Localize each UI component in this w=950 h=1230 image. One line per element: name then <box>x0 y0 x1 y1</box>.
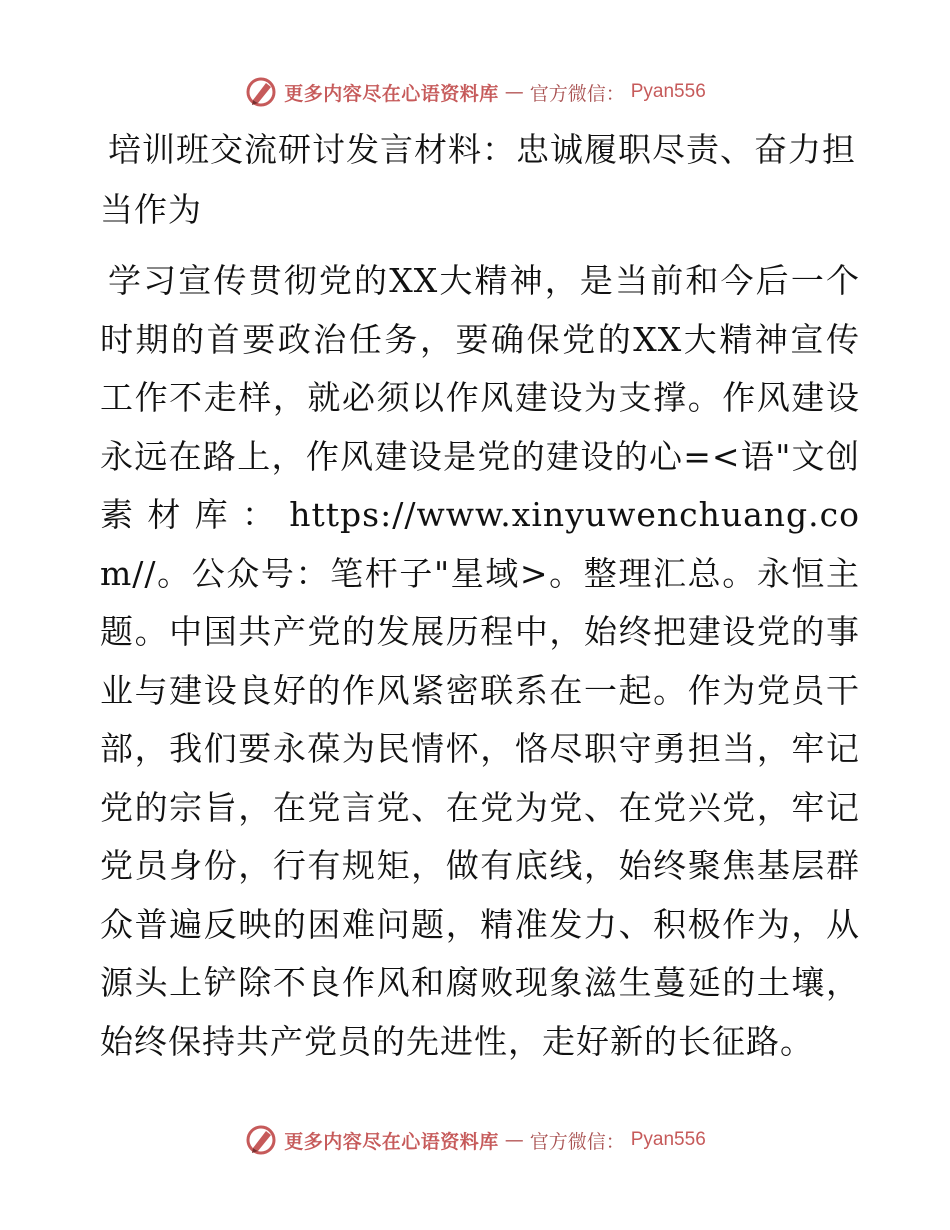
footer-wechat-id: Pyan556 <box>630 1129 706 1150</box>
pen-logo-icon <box>244 1123 278 1157</box>
footer-site-name: 更多内容尽在心语资料库 <box>284 1130 499 1153</box>
header-wechat-id: Pyan556 <box>630 81 706 102</box>
header-wechat-label: 官方微信： <box>529 82 625 105</box>
footer-banner <box>0 1120 950 1160</box>
footer-dash: — <box>504 1129 524 1151</box>
header-dash: — <box>504 81 524 103</box>
document-body: 学习宣传贯彻党的XX大精神，是当前和今后一个时期的首要政治任务，要确保党的XX大精神宣传工作不走样，就必须以作风建设为支撑。作风建设永远在路上，作风建设是党的建设的心=<语"文创素材库：https://www.xinyuwenchuang.com//。公众号：笔杆子"星域>。整理汇总。永恒主题。中国共产党的发展历程中，始终把建设党的事业与建设良好的作风紧密联系在一起。作为党员干部，我们要永葆为民情怀，恪尽职守勇担当，牢记党的宗旨，在党言党、在党为党、在党兴党，牢记党员身份，行有规矩，做有底线，始终聚焦基层群众普遍反映的困难问题，精准发力、积极作为，从源头上铲除不良作风和腐败现象滋生蔓延的土壤，始终保持共产党员的先进性，走好新的长征路。 <box>100 261 860 1061</box>
header-banner <box>0 72 950 112</box>
pen-logo-icon <box>244 75 278 109</box>
header-site-name: 更多内容尽在心语资料库 <box>284 82 499 105</box>
footer-wechat-label: 官方微信： <box>529 1130 625 1153</box>
document-title: 培训班交流研讨发言材料：忠诚履职尽责、奋力担当作为 <box>100 130 856 229</box>
